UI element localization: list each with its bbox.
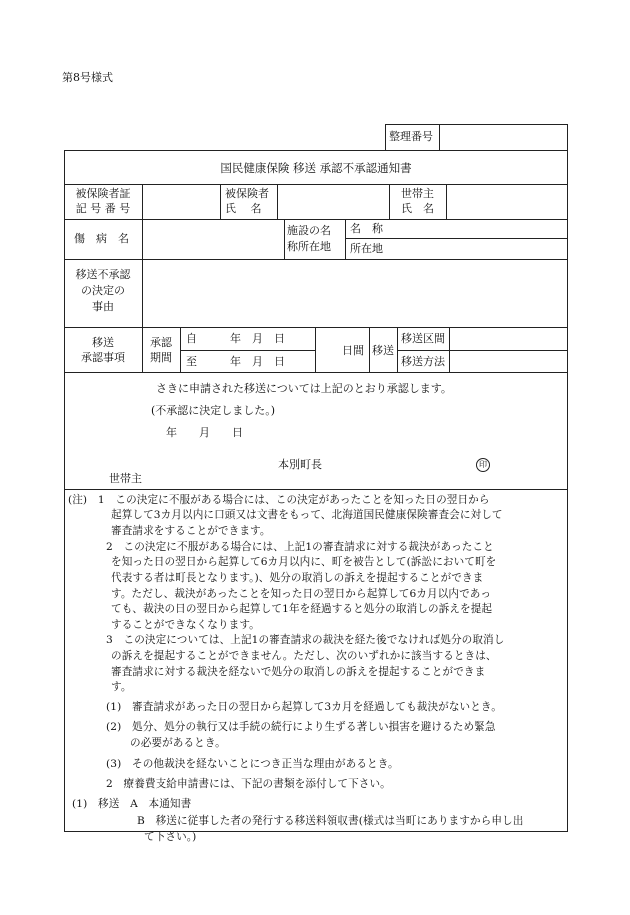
note-line: す。ただし、裁決があったことを知った日の翌日から起算して6カ月以内であっ <box>111 588 492 600</box>
recipient-householder: 世帯主 <box>109 472 142 485</box>
note-line: の訴えを提起することができません。ただし、次のいずれかに該当するときは、 <box>111 650 497 662</box>
facility-name-field[interactable] <box>392 221 565 237</box>
note-line: の必要があるとき。 <box>130 737 226 749</box>
transfer-method-field[interactable] <box>451 352 565 370</box>
period-from-date[interactable]: 自 年 月 日 <box>186 332 285 345</box>
transfer-section-label: 移送区間 <box>401 332 445 345</box>
approval-statement: さきに申請された移送については上記のとおり承認します。 <box>156 382 452 395</box>
approval-items-label-1: 移送 <box>92 336 114 349</box>
householder-label-1: 世帯主 <box>401 187 434 200</box>
note-line: 3 この決定については、上記1の審査請求の裁決を経た後でなければ処分の取消し <box>106 634 505 646</box>
note-line: (3) その他裁決を経ないことにつき正当な理由があるとき。 <box>106 758 399 770</box>
period-to-date[interactable]: 至 年 月 日 <box>186 355 285 368</box>
facility-name-label: 名 称 <box>350 222 383 235</box>
insured-name-field[interactable] <box>279 186 387 217</box>
rejection-reason-label-2: の決定の <box>81 284 125 297</box>
days-label: 日間 <box>342 344 364 357</box>
days-field[interactable] <box>317 329 333 370</box>
approval-period-label-1: 承認 <box>150 336 172 349</box>
approval-items-label-2: 承認事項 <box>81 351 125 364</box>
form-number: 第8号様式 <box>62 71 113 84</box>
disease-name-field[interactable] <box>144 221 282 257</box>
reference-number-field[interactable] <box>441 127 564 147</box>
facility-label-1: 施設の名 <box>287 224 331 237</box>
note-line: ても、裁決の日の翌日から起算して1年を経過すると処分の取消しの訴えを提起 <box>111 603 493 615</box>
approval-period-label-2: 期間 <box>150 351 172 364</box>
transfer-label: 移送 <box>372 344 394 357</box>
notice-date: 年 月 日 <box>166 426 243 439</box>
issuer-name: 本別町長 <box>278 458 322 471</box>
transfer-method-label: 移送方法 <box>401 355 445 368</box>
rejection-statement: (不承認に決定しました。) <box>151 404 276 417</box>
householder-label-2: 氏 名 <box>401 202 434 215</box>
insured-name-label-1: 被保険者 <box>225 187 269 200</box>
note-line: 審査請求をすることができます。 <box>111 525 271 537</box>
insured-id-field[interactable] <box>144 186 218 217</box>
note-line: 起算して3カ月以内に口頭又は文書をもって、北海道国民健康保険審査会に対して <box>111 509 503 521</box>
facility-address-label: 所在地 <box>350 242 383 255</box>
rejection-reason-label-1: 移送不承認 <box>75 268 131 281</box>
insured-id-label-1: 被保険者証 <box>75 187 131 200</box>
note-line: 2 この決定に不服がある場合には、上記1の審査請求に対する裁決があったこと <box>106 541 494 553</box>
disease-name-label: 傷 病 名 <box>74 232 129 245</box>
householder-name-field[interactable] <box>448 186 565 217</box>
note-line: 2 療養費支給申請書には、下記の書類を添付して下さい。 <box>106 778 391 790</box>
note-line: て下さい。) <box>144 831 197 843</box>
note-line: することができなくなります。 <box>111 619 260 631</box>
note-line: す。 <box>111 681 132 693</box>
note-line: (注) 1 この決定に不服がある場合には、この決定があったことを知った日の翌日から <box>68 494 490 506</box>
form-title: 国民健康保険 移送 承認不承認通知書 <box>220 161 412 175</box>
note-line: 審査請求に対する裁決を経ないで処分の取消しの訴えを提起することができま <box>111 666 486 678</box>
note-line: (1) 審査請求があった日の翌日から起算して3カ月を経過しても裁決がないとき。 <box>106 701 502 713</box>
rejection-reason-label-3: 事由 <box>92 300 114 313</box>
reference-number-label: 整理番号 <box>389 130 433 143</box>
note-line: (2) 処分、処分の執行又は手続の続行により生ずる著しい損害を避けるため緊急 <box>106 721 496 733</box>
insured-name-label-2: 氏 名 <box>225 202 262 215</box>
seal-mark-icon: 印 <box>476 458 490 472</box>
rejection-reason-field[interactable] <box>144 261 565 325</box>
note-line: を知った日の翌日から起算して6カ月以内に、町を被告として(訴訟において町を <box>111 556 497 568</box>
facility-label-2: 称所在地 <box>287 240 331 253</box>
note-line: B 移送に従事した者の発行する移送料領収書(様式は当町にありますから申し出 <box>137 815 524 827</box>
insured-id-label-2: 記 号 番 号 <box>75 202 131 215</box>
transfer-section-field[interactable] <box>451 329 565 348</box>
note-line: 代表する者は町長となります。)、処分の取消しの訴えを提起することができま <box>111 572 484 584</box>
facility-address-field[interactable] <box>392 240 565 257</box>
note-line: (1) 移送 A 本通知書 <box>72 798 192 810</box>
